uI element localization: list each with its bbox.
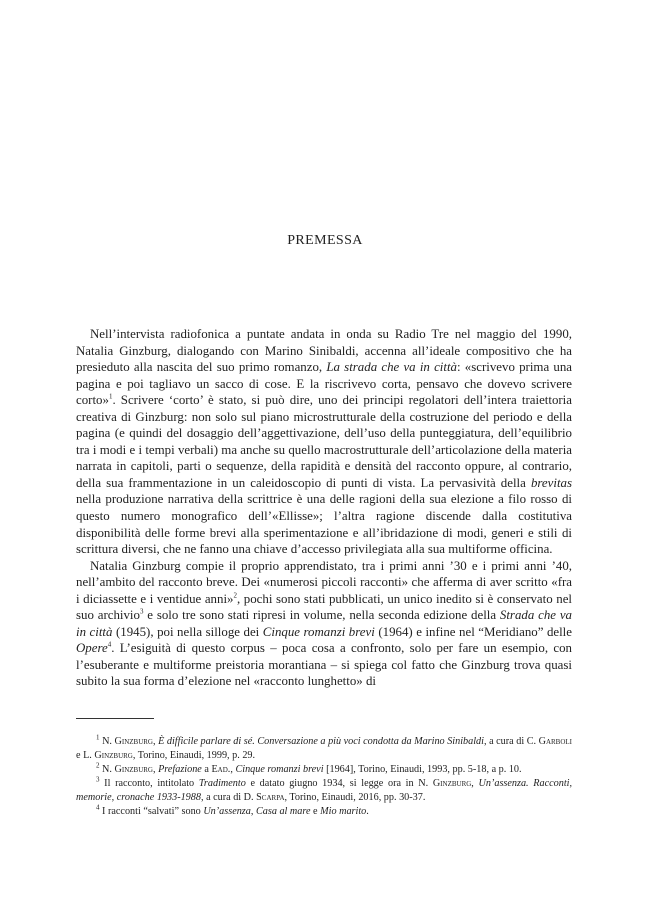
- page-title: PREMESSA: [287, 233, 363, 248]
- footnote-ref-1[interactable]: 1: [108, 392, 113, 401]
- footnote-1: $^1$ N. Ginzburg, È difficile parlare di sé. Conversazione a più voci condotta da Marino Sinibaldi, a cura di C. Garboli e L. Ginzburg, Torino, Einaudi, 1999, p. 29.: [76, 733, 573, 761]
- body-text: [76, 326, 572, 690]
- footnote-3: $^3$ Il racconto, intitolato Tradimento e datato giugno 1934, si legge ora in N. Ginzburg, Un’assenza. Racconti, memorie, cronache 1933-1988, a cura di D. Scarpa, Torino, Einaudi, 2016, pp. 30-37.: [76, 775, 573, 803]
- footnote-divider: [76, 718, 154, 719]
- paragraph-1: Nell’intervista radiofonica a puntate andata in onda su Radio Tre nel maggio del 1990, Natalia Ginzburg, dialogando con Marino Sinibaldi, accenna all’ideale compositivo che ha presieduto alla nascita del suo primo romanzo, La strada che va in città: «scrivevo prima una pagina e poi tagliavo un sacco di cose. E la riscrivevo corta, pensavo che dovevo scrivere corto»$^1$. Scrivere ‘corto’ è stato, si può dire, uno dei principi regolatori dell’intera traiettoria creativa di Ginzburg: non solo sul piano microstrutturale della costruzione del periodo e della pagina (e quindi del dosaggio dell’aggettivazione, dell’uso della punteggiatura, dell’equilibrio tra i modi e i tempi verbali) ma anche su quello macrostrutturale dell’articolazione della materia narrata in capitoli, parti o sequenze, della rapidità e densità del racconto oppure, al contrario, della sua frammentazione in un caleidoscopio di punti di vista. La pervasività della brevitas nella produzione narrativa della scrittrice è una delle ragioni della sua elezione a filo rosso di questo numero monografico dell’«Ellisse»; l’altra ragione discende dalla costitutiva disponibilità delle forme brevi alla sperimentazione e all’ibridazione di modi, generi e stili di scrittura diversi, che ne fanno una chiave d’accesso privilegiata alla sua multiforme officina.: [76, 327, 573, 557]
- footnotes: [76, 735, 572, 819]
- book-title: La strada che va in città: [326, 360, 457, 375]
- footnote-ref-2[interactable]: 2: [233, 591, 237, 600]
- footnote-4: $^4$ I racconti “salvati” sono Un’assenza, Casa al mare e Mio marito.: [96, 803, 369, 817]
- footnote-ref-3[interactable]: 3: [139, 608, 144, 616]
- paragraph-2: Natalia Ginzburg compie il proprio apprendistato, tra i primi anni ’30 e i primi anni ’40, nell’ambito del racconto breve. Dei «numerosi piccoli racconti» che afferma di aver scritto «fra i diciassette e i ventidue anni»$^2$, pochi sono stati pubblicati, un unico inedito si è conservato nel suo archivio$^3$ e solo tre sono stati ripresi in volume, nella seconda edizione della Strada che va in città (1945), poi nella silloge dei Cinque romanzi brevi (1964) e infine nel “Meridiano” delle Opere$^4$. L’esiguità di questo corpus – poca cosa a confronto, solo per fare un esempio, con l’esuberante e multiforme preistoria morantiana – si spiega col fatto che Ginzburg trova quasi subito la sua forma d’elezione nel «racconto lunghetto» di: [76, 558, 573, 689]
- footnote-2: $^2$ N. Ginzburg, Prefazione a Ead., Cinque romanzi brevi [1964], Torino, Einaudi, 1993, pp. 5-18, a p. 10.: [96, 761, 522, 775]
- footnote-ref-4[interactable]: 4: [107, 641, 112, 650]
